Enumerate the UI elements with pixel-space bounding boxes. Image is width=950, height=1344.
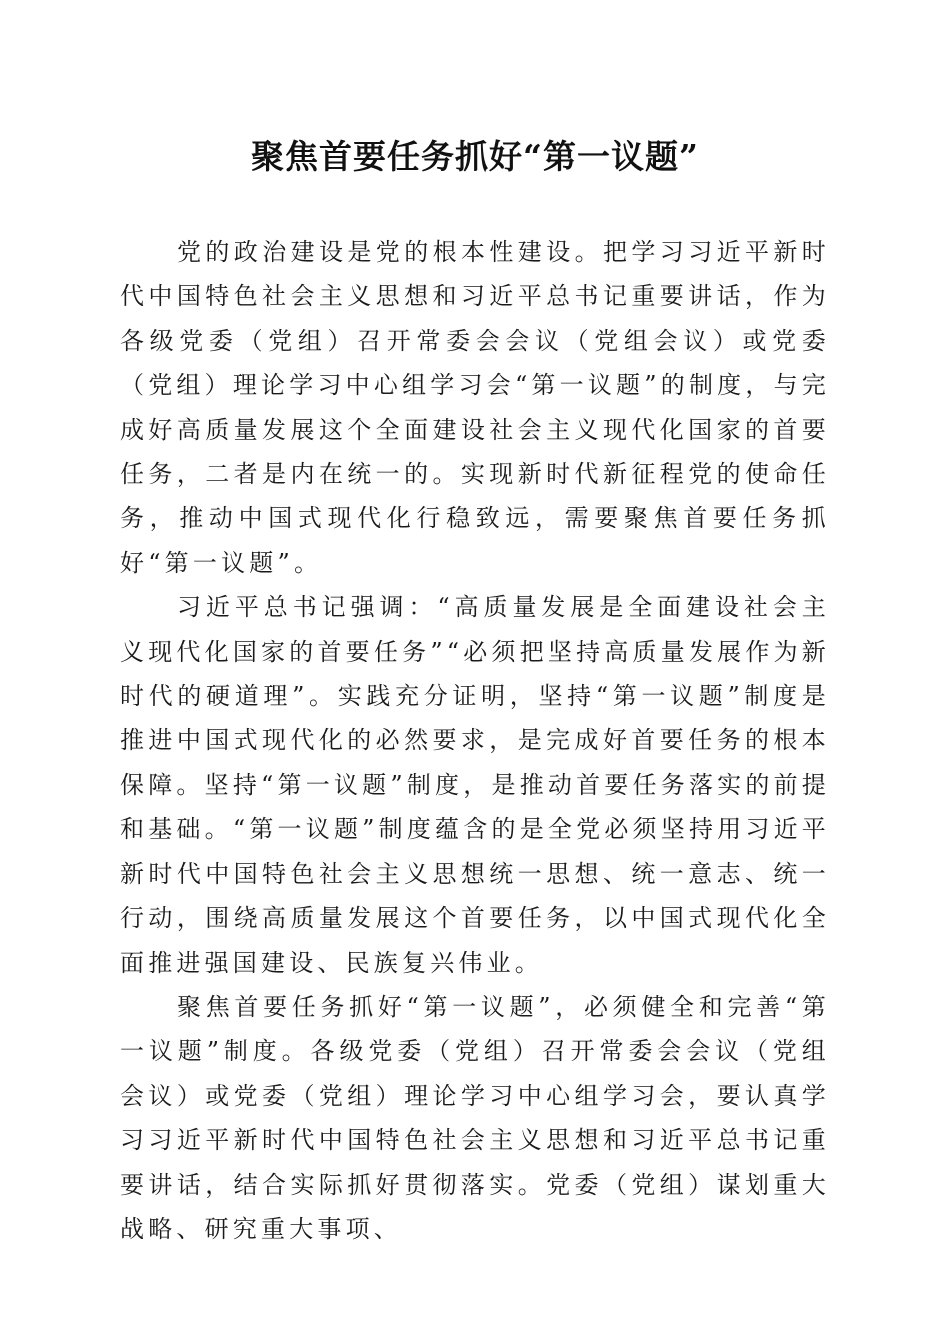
paragraph-3: 聚焦首要任务抓好“第一议题”，必须健全和完善“第一议题”制度。各级党委（党组）召开常委会会议（党组会议）或党委（党组）理论学习中心组学习会，要认真学习习近平新时代中国特色社会主义思想和习近平总书记重要讲话，结合实际抓好贯彻落实。党委（党组）谋划重大战略、研究重大事项、 bbox=[120, 992, 830, 1243]
document-title: 聚焦首要任务抓好“第一议题” bbox=[251, 137, 699, 176]
document-body bbox=[120, 230, 830, 1251]
paragraph-1: 党的政治建设是党的根本性建设。把学习习近平新时代中国特色社会主义思想和习近平总书记重要讲话，作为各级党委（党组）召开常委会会议（党组会议）或党委（党组）理论学习中心组学习会“第一议题”的制度，与完成好高质量发展这个全面建设社会主义现代化国家的首要任务，二者是内在统一的。实现新时代新征程党的使命任务，推动中国式现代化行稳致远，需要聚焦首要任务抓好“第一议题”。 bbox=[120, 238, 830, 577]
paragraph-2: 习近平总书记强调：“高质量发展是全面建设社会主义现代化国家的首要任务”“必须把坚持高质量发展作为新时代的硬道理”。实践充分证明，坚持“第一议题”制度是推进中国式现代化的必然要求，是完成好首要任务的根本保障。坚持“第一议题”制度，是推动首要任务落实的前提和基础。“第一议题”制度蕴含的是全党必须坚持用习近平新时代中国特色社会主义思想统一思想、统一意志、统一行动，围绕高质量发展这个首要任务，以中国式现代化全面推进强国建设、民族复兴伟业。 bbox=[120, 593, 830, 977]
